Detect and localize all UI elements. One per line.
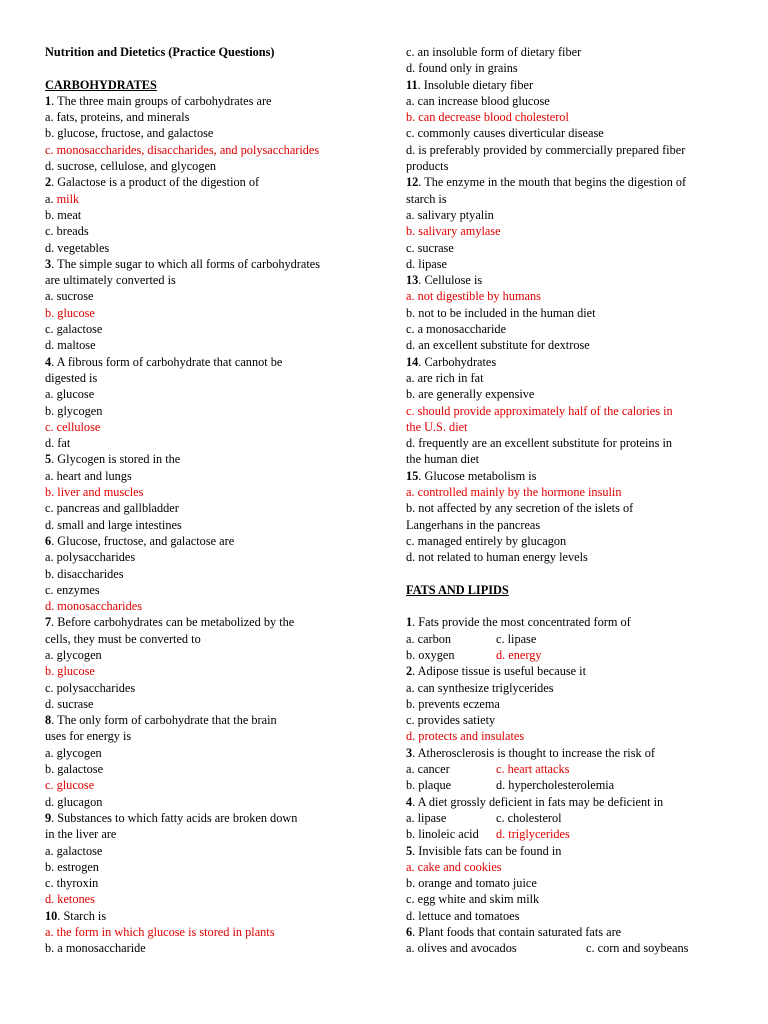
question-f6: 6. Plant foods that contain saturated fats are <box>406 925 622 940</box>
answer-option-cont: the U.S. diet <box>406 419 468 434</box>
option-letter: a. <box>45 191 57 206</box>
answer-option: c. glucose <box>45 778 95 793</box>
question-c12-cont: starch is <box>406 191 447 206</box>
question-c4: 4. A fibrous form of carbohydrate that cannot be <box>45 354 283 369</box>
option: b. galactose <box>45 762 104 777</box>
option: a. fats, proteins, and minerals <box>45 110 190 125</box>
option: c. cholesterol <box>496 810 562 825</box>
option: d. maltose <box>45 338 96 353</box>
option: b. meat <box>45 207 82 222</box>
option: a. polysaccharides <box>45 550 136 565</box>
answer-option: b. salivary amylase <box>406 224 501 239</box>
option: d. found only in grains <box>406 61 518 76</box>
option: b. plaque <box>406 778 452 793</box>
option: a. can synthesize triglycerides <box>406 680 554 695</box>
option: b. glycogen <box>45 403 103 418</box>
option-pair <box>406 826 736 842</box>
option: d. fat <box>45 436 71 451</box>
answer-option: b. can decrease blood cholesterol <box>406 110 569 125</box>
option: b. glucose, fructose, and galactose <box>45 126 214 141</box>
option: d. an excellent substitute for dextrose <box>406 338 590 353</box>
section-heading-fats-and-lipids: FATS AND LIPIDS <box>406 582 509 597</box>
question-c8: 8. The only form of carbohydrate that the brain <box>45 713 277 728</box>
question-f4: 4. A diet grossly deficient in fats may be deficient in <box>406 794 664 809</box>
option: d. lettuce and tomatoes <box>406 908 520 923</box>
question-c3: 3. The simple sugar to which all forms of carbohydrates <box>45 256 321 271</box>
option-cont: products <box>406 159 449 174</box>
option: d. not related to human energy levels <box>406 550 588 565</box>
option: a. glucose <box>45 387 95 402</box>
question-c10: 10. Starch is <box>45 908 107 923</box>
option: a. glycogen <box>45 647 102 662</box>
option-pair <box>406 940 736 956</box>
option: b. are generally expensive <box>406 387 535 402</box>
question-c4-cont: digested is <box>45 370 98 385</box>
option: b. linoleic acid <box>406 827 479 842</box>
option: c. enzymes <box>45 582 100 597</box>
option: d. vegetables <box>45 240 110 255</box>
option: d. sucrase <box>45 696 94 711</box>
question-c13: 13. Cellulose is <box>406 273 483 288</box>
option: a. salivary ptyalin <box>406 207 494 222</box>
option: c. commonly causes diverticular disease <box>406 126 604 141</box>
option-pair <box>406 647 736 663</box>
answer-option: b. liver and muscles <box>45 485 144 500</box>
option: c. sucrase <box>406 240 454 255</box>
option: a. glycogen <box>45 745 102 760</box>
question-c9-cont: in the liver are <box>45 827 117 842</box>
question-c11: 11. Insoluble dietary fiber <box>406 77 534 92</box>
option: d. is preferably provided by commercially prepared fiber <box>406 142 686 157</box>
option-pair <box>406 631 736 647</box>
option: b. orange and tomato juice <box>406 876 537 891</box>
option: c. a monosaccharide <box>406 322 507 337</box>
answer-option: a. cake and cookies <box>406 859 502 874</box>
answer-option: d. energy <box>496 647 542 662</box>
question-c15: 15. Glucose metabolism is <box>406 468 537 483</box>
option: b. a monosaccharide <box>45 941 146 956</box>
option: b. estrogen <box>45 859 99 874</box>
answer-option: a. controlled mainly by the hormone insulin <box>406 485 622 500</box>
option: c. managed entirely by glucagon <box>406 533 567 548</box>
option-pair <box>406 777 736 793</box>
answer-option: d. monosaccharides <box>45 599 142 614</box>
question-c8-cont: uses for energy is <box>45 729 132 744</box>
option: c. egg white and skim milk <box>406 892 540 907</box>
right-column <box>406 44 736 957</box>
question-c7: 7. Before carbohydrates can be metabolized by the <box>45 615 295 630</box>
option: b. not to be included in the human diet <box>406 305 596 320</box>
answer-option: a. the form in which glucose is stored in plants <box>45 925 275 940</box>
option: d. small and large intestines <box>45 517 182 532</box>
answer-option: c. should provide approximately half of the calories in <box>406 403 673 418</box>
option: c. provides satiety <box>406 713 496 728</box>
option: c. thyroxin <box>45 876 99 891</box>
answer-option: c. cellulose <box>45 419 101 434</box>
option: a. are rich in fat <box>406 370 484 385</box>
question-c7-cont: cells, they must be converted to <box>45 631 201 646</box>
question-c6: 6. Glucose, fructose, and galactose are <box>45 533 235 548</box>
option: c. pancreas and gallbladder <box>45 501 179 516</box>
answer-option: a. not digestible by humans <box>406 289 541 304</box>
option: d. lipase <box>406 256 447 271</box>
section-heading-carbohydrates: CARBOHYDRATES <box>45 77 157 92</box>
option-pair <box>406 761 736 777</box>
option: a. heart and lungs <box>45 468 132 483</box>
option: c. polysaccharides <box>45 680 136 695</box>
document-title: Nutrition and Dietetics (Practice Questions) <box>45 45 275 59</box>
option: a. cancer <box>406 762 450 777</box>
option: a. sucrose <box>45 289 94 304</box>
question-f1: 1. Fats provide the most concentrated form of <box>406 615 631 630</box>
option: b. not affected by any secretion of the islets of <box>406 501 634 516</box>
question-c12: 12. The enzyme in the mouth that begins the digestion of <box>406 175 687 190</box>
question-c9: 9. Substances to which fatty acids are broken down <box>45 810 298 825</box>
option: a. carbon <box>406 631 452 646</box>
question-c3-cont: are ultimately converted is <box>45 273 176 288</box>
answer-option: d. ketones <box>45 892 95 907</box>
option: c. corn and soybeans <box>586 941 689 956</box>
answer-option <box>45 191 365 207</box>
option: c. lipase <box>496 631 537 646</box>
left-column <box>45 44 365 957</box>
question-f3: 3. Atherosclerosis is thought to increase the risk of <box>406 745 655 760</box>
option: c. galactose <box>45 322 103 337</box>
option: c. breads <box>45 224 89 239</box>
question-f2: 2. Adipose tissue is useful because it <box>406 664 586 679</box>
answer-text: milk <box>56 191 80 206</box>
option: a. olives and avocados <box>406 941 517 956</box>
option: b. disaccharides <box>45 566 124 581</box>
answer-option: d. protects and insulates <box>406 729 525 744</box>
option-cont: Langerhans in the pancreas <box>406 517 541 532</box>
option: a. lipase <box>406 810 447 825</box>
answer-option: c. heart attacks <box>496 762 570 777</box>
question-c1: 1. The three main groups of carbohydrates are <box>45 93 272 108</box>
option: b. prevents eczema <box>406 696 500 711</box>
option-pair <box>406 810 736 826</box>
question-c2: 2. Galactose is a product of the digestion of <box>45 175 260 190</box>
question-c14: 14. Carbohydrates <box>406 354 497 369</box>
option-cont: the human diet <box>406 452 480 467</box>
option: d. hypercholesterolemia <box>496 778 615 793</box>
answer-option: d. triglycerides <box>496 827 570 842</box>
option: d. sucrose, cellulose, and glycogen <box>45 159 217 174</box>
option: a. can increase blood glucose <box>406 93 550 108</box>
answer-option: b. glucose <box>45 305 95 320</box>
option: c. an insoluble form of dietary fiber <box>406 45 582 59</box>
answer-option: b. glucose <box>45 664 95 679</box>
option: d. frequently are an excellent substitute for proteins in <box>406 436 673 451</box>
option: a. galactose <box>45 843 103 858</box>
question-f5: 5. Invisible fats can be found in <box>406 843 562 858</box>
option: b. oxygen <box>406 647 455 662</box>
answer-option: c. monosaccharides, disaccharides, and polysaccharides <box>45 142 320 157</box>
question-c5: 5. Glycogen is stored in the <box>45 452 181 467</box>
option: d. glucagon <box>45 794 103 809</box>
